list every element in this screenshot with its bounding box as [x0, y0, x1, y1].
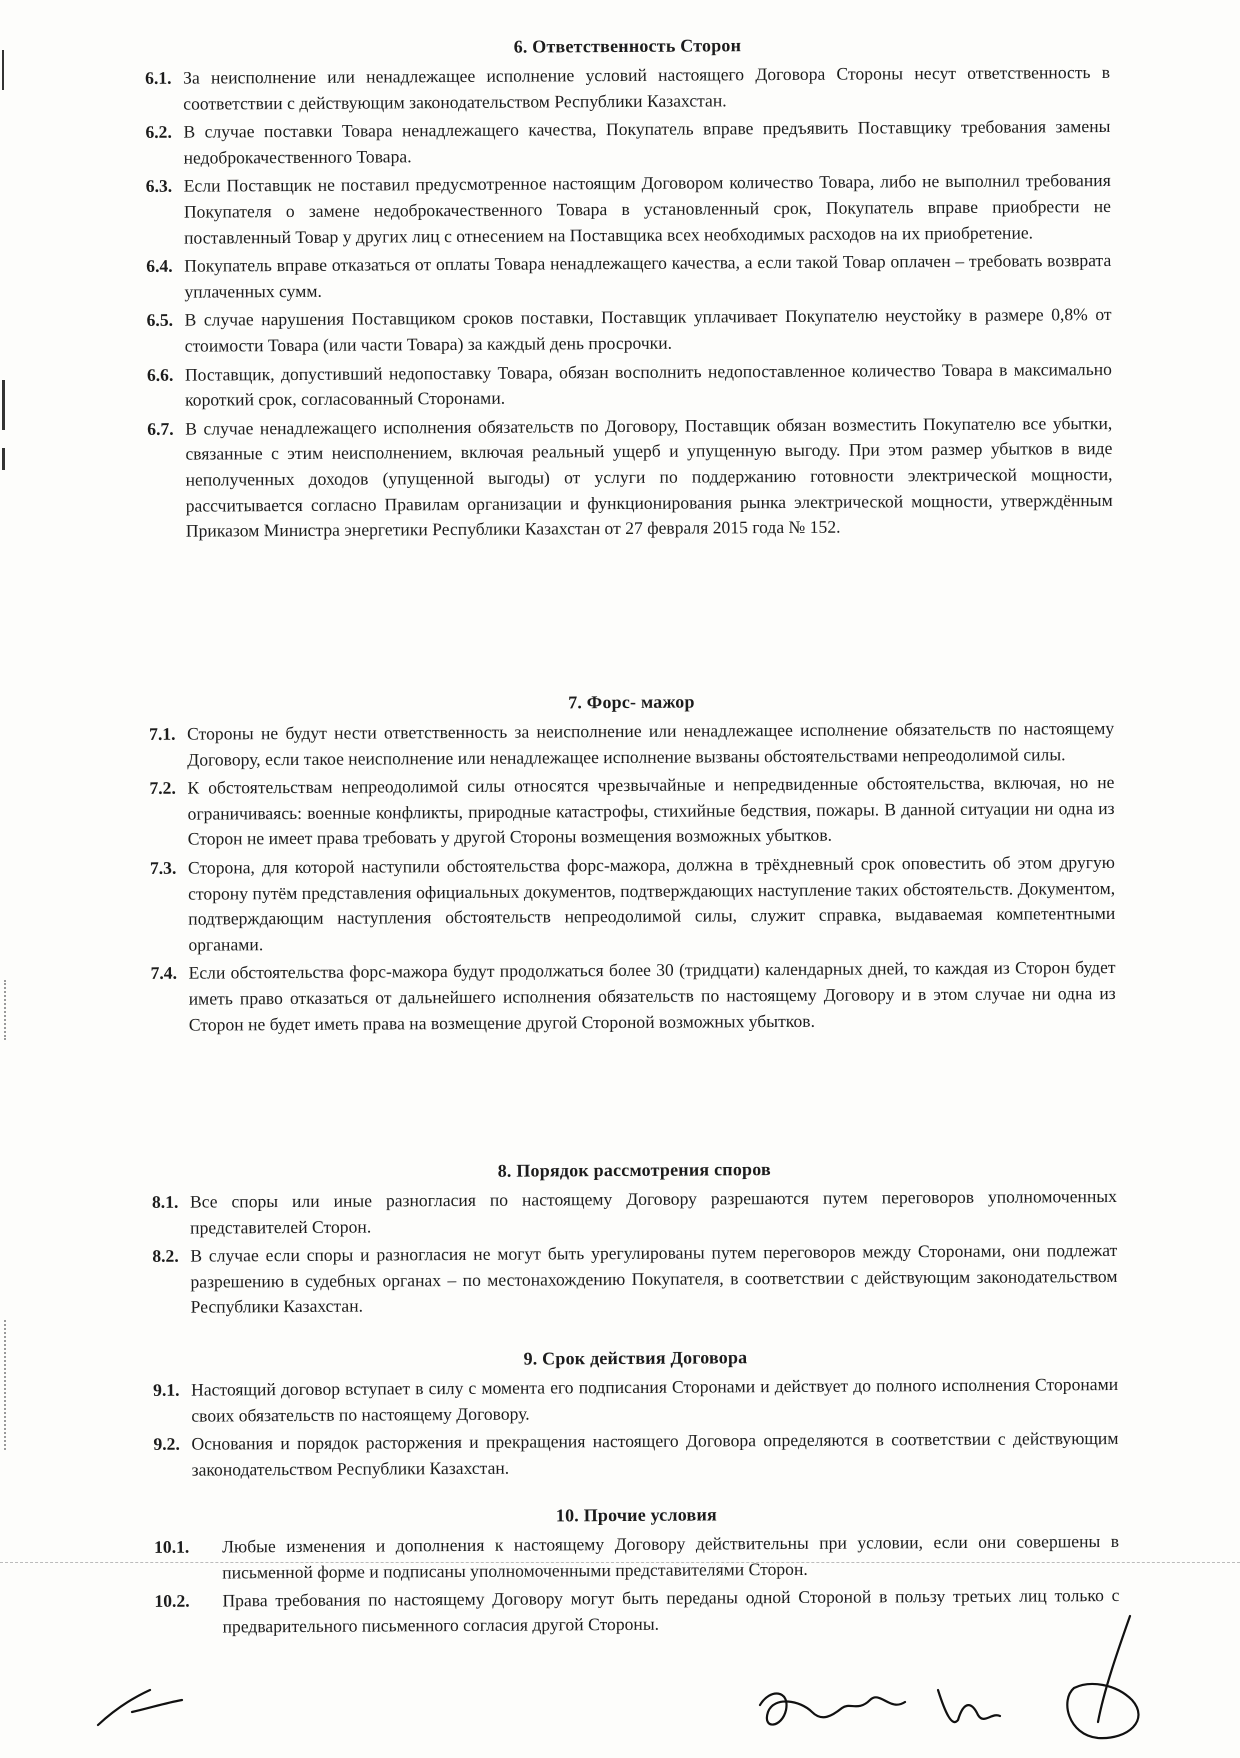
- clause-text: Настоящий договор вступает в силу с момента его подписания Сторонами и действует до полного исполнения Сторонами своих обязательств по настоящему Договору.: [191, 1373, 1119, 1426]
- section-9: [153, 1345, 1119, 1486]
- clause-text: В случае ненадлежащего исполнения обязательств по Договору, Поставщик обязан возместить Покупателю все убытки, связанные с этим неисполнением, включая реальный ущерб и упущенную выгоду. При этом размер убытков в виде неполученных доходов (упущенной выгоды) от услуги по поддержанию готовности электрической мощности, рассчитывается согласно Правилам организации и функционирования рынка электрической мощности, утверждённым Приказом Министра энергетики Республики Казахстан от 27 февраля 2015 года № 152.: [185, 412, 1113, 541]
- clause-number: 6.5.: [146, 310, 174, 331]
- scan-edge-mark: [2, 50, 4, 90]
- clause-number: 10.1.: [154, 1536, 190, 1557]
- clause: [147, 357, 1112, 414]
- clause-text: Любые изменения и дополнения к настоящему Договору действительны при условии, если они совершены в письменной форме и подписаны уполномоченными представителями Сторон.: [222, 1530, 1120, 1583]
- clause: [146, 168, 1111, 251]
- clause-text: За неисполнение или ненадлежащее исполнение условий настоящего Договора Стороны несут ответственность в соответствии с действующим законодательством Республики Казахстан.: [183, 61, 1111, 114]
- clause-number: 7.4.: [150, 963, 178, 984]
- clause-number: 7.3.: [149, 857, 177, 878]
- section-title: 9. Срок действия Договора: [523, 1347, 748, 1369]
- clause: [145, 114, 1110, 171]
- clause-number: 6.1.: [145, 67, 172, 88]
- section-title: 10. Прочие условия: [555, 1504, 717, 1526]
- clause-text: Основания и порядок расторжения и прекращения настоящего Договора определяются в соответствии с действующим законодательством Республики Казахстан.: [191, 1428, 1119, 1480]
- scan-dots: [4, 980, 8, 1040]
- clause-text: В случае если споры и разногласия не могут быть урегулированы путем переговоров между Сторонами, они подлежат разрешению в судебных органах – по местонахождению Покупателя, в соответствии с действующим законодательством Республики Казахстан.: [190, 1240, 1118, 1318]
- clause: [147, 302, 1112, 359]
- clause: [152, 1184, 1117, 1241]
- clause: [146, 248, 1111, 305]
- clause-number: 8.2.: [152, 1245, 179, 1267]
- clause: [153, 1426, 1118, 1483]
- clause: [147, 411, 1113, 545]
- scan-edge-mark: [2, 448, 5, 470]
- clause-text: К обстоятельствам непреодолимой силы относятся чрезвычайные и непредвиденные обстоятельства, включая, но не ограничиваясь: военные конфликты, природные катастрофы, стихийные бедствия, пожары. В данной ситуации ни одна из Сторон не имеет права требовать у другой Стороны возмещения возможных убытков.: [187, 772, 1115, 850]
- clause: [145, 60, 1110, 117]
- clause-text: Поставщик, допустивший недопоставку Товара, обязан восполнить недопоставленное количество Товара в максимально короткий срок, согласованный Сторонами.: [184, 358, 1112, 410]
- clause-text: Если Поставщик не поставил предусмотренное настоящим Договором количество Товара, либо не выполнил требования Покупателя о замене недоброкачественного Товара в установленный срок, Покупатель вправе приобрести не поставленный Товар у других лиц с отнесением на Поставщика всех необходимых расходов на их приобретение.: [183, 170, 1111, 248]
- clause-number: 7.2.: [149, 777, 176, 799]
- clause-number: 8.1.: [151, 1191, 179, 1212]
- clause: [150, 850, 1116, 958]
- clause-number: 10.2.: [154, 1590, 190, 1612]
- clause: [149, 716, 1114, 773]
- clause-text: Все споры или иные разногласия по настоящему Договору разрешаются путем переговоров уполномоченных представителей Сторон.: [189, 1185, 1118, 1238]
- section-title: 7. Форс- мажор: [568, 691, 695, 713]
- section-title: 8. Порядок рассмотрения споров: [497, 1159, 771, 1181]
- clause-number: 9.1.: [153, 1379, 180, 1400]
- clause-text: Покупатель вправе отказаться от оплаты Товара ненадлежащего качества, а если такой Товар оплачен – требовать возврата уплаченных сумм.: [184, 250, 1112, 302]
- clause-text: Сторона, для которой наступили обстоятельства форс-мажора, должна в трёхдневный срок оповестить об этом другую сторону путём представления официальных документов, подтверждающих наступление таких обстоятельств. Документом, подтверждающим наступления обстоятельств непреодолимой силы, служит справка, выдаваемая компетентными органами.: [187, 851, 1116, 955]
- scan-dash-line: [0, 1562, 1240, 1563]
- clause-number: 6.3.: [145, 176, 173, 197]
- clause-text: Если обстоятельства форс-мажора будут продолжаться более 30 (тридцати) календарных дней, то каждая из Сторон будет иметь право отказаться от дальнейшего исполнения обязательств по настоящему Договору и в этом случае ни одна из Сторон не будет иметь права на возмещение другой Стороной возможных убытков.: [188, 957, 1116, 1035]
- section-6: [145, 33, 1113, 548]
- clause: [153, 1372, 1118, 1429]
- clause-text: Стороны не будут нести ответственность за неисполнение или ненадлежащее исполнение обязательств по настоящему Договору, если такое неисполнение или ненадлежащее исполнение вызваны обстоятельствами непреодолимой силы.: [187, 717, 1115, 770]
- clause-text: В случае нарушения Поставщиком сроков поставки, Поставщик уплачивает Покупателю неустойку в размере 0,8% от стоимости Товара (или части Товара) за каждый день просрочки.: [184, 304, 1112, 356]
- section-7: [149, 689, 1116, 1041]
- clause-number: 7.1.: [149, 723, 176, 744]
- section-10: [154, 1502, 1120, 1643]
- clause-text: Права требования по настоящему Договору могут быть переданы одной Стороной в пользу третьих лиц только с предварительного письменного согласия другой Стороны.: [222, 1585, 1120, 1637]
- section-title: 6. Ответственность Сторон: [513, 35, 742, 57]
- clause: [151, 955, 1116, 1038]
- clause-number: 6.6.: [146, 364, 174, 385]
- section-8: [152, 1157, 1118, 1324]
- scan-dots: [4, 1320, 8, 1450]
- clause: [149, 770, 1114, 853]
- scan-edge-mark: [2, 380, 5, 430]
- clause-number: 6.4.: [146, 255, 173, 277]
- clause: [154, 1529, 1119, 1586]
- clause-number: 6.7.: [147, 418, 174, 439]
- clause: [154, 1583, 1119, 1640]
- clause: [152, 1238, 1117, 1321]
- clause-number: 6.2.: [145, 121, 172, 143]
- clause-number: 9.2.: [153, 1433, 180, 1455]
- clause-text: В случае поставки Товара ненадлежащего качества, Покупатель вправе предъявить Поставщику требования замены недоброкачественного Товара.: [183, 116, 1111, 168]
